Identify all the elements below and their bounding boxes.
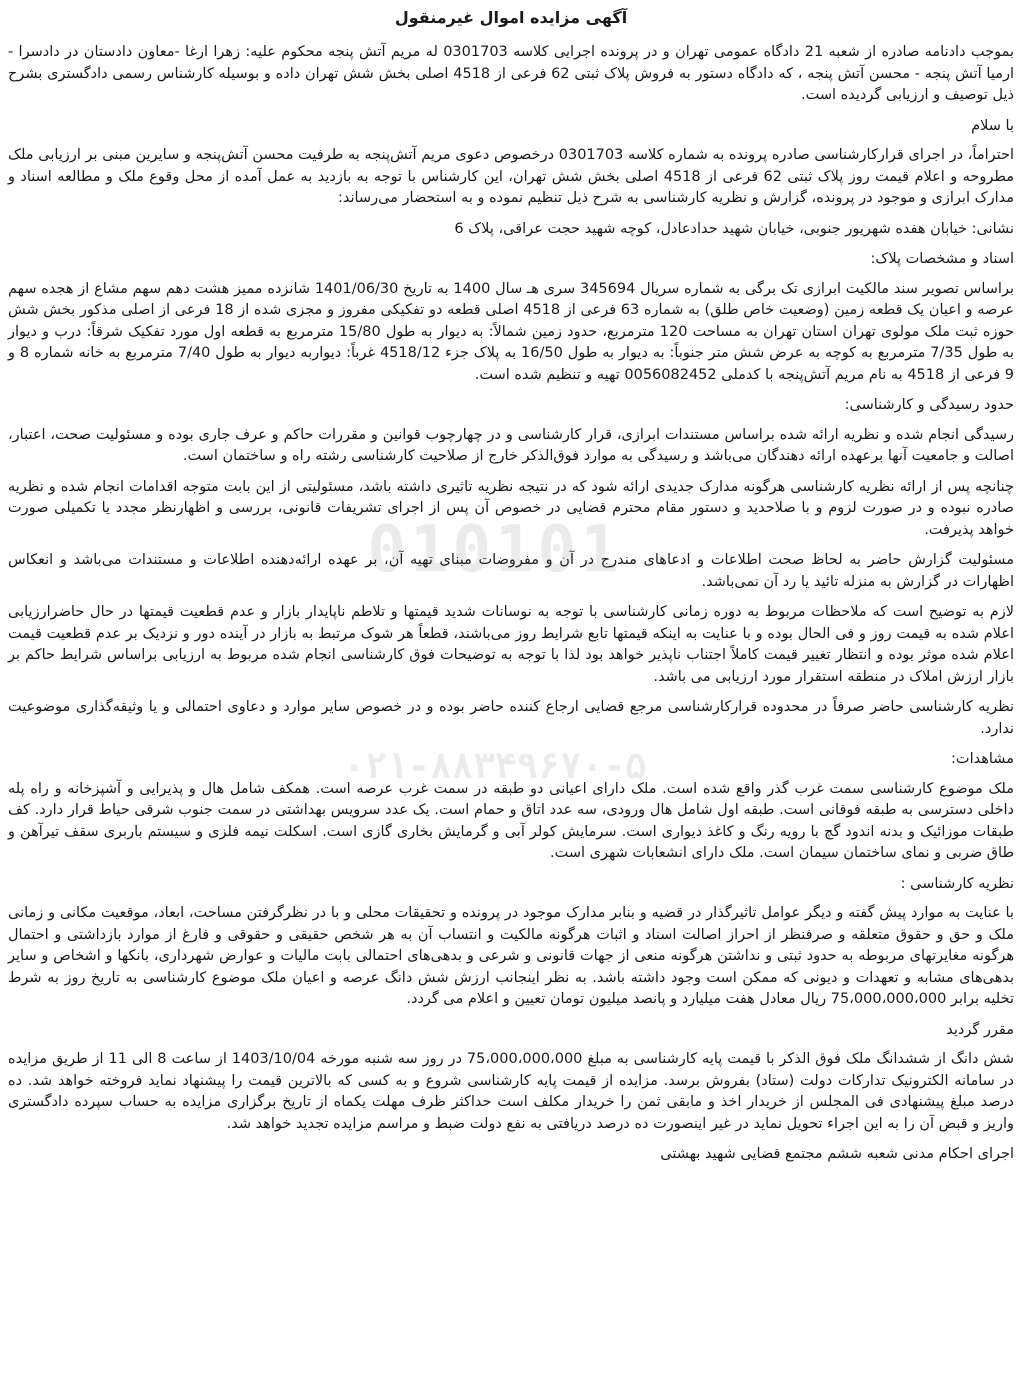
- new-documents-paragraph: چنانچه پس از ارائه نظریه کارشناسی هرگونه مدارک جدیدی ارائه شود که در نتیجه نظریه تاثیری داشته باشد، مسئولیتی از این بابت متوجه اقدامات انجام شده و نظریه صادره نبوده و در صورت لزوم و با صلاحدید و دستور مقام محترم قضایی در خصوص آن پس از اجرای تشریفات قانونی، بررسی و اظهارنظر مجدد یا تکمیلی صورت خواهد پذیرفت.: [8, 478, 1014, 538]
- greeting-line: با سلام: [971, 117, 1014, 134]
- opinion-paragraph: با عنایت به موارد پیش گفته و دیگر عوامل تاثیرگذار در قضیه و بنابر مدارک موجود در پرونده و تحقیقات محلی و با در نظرگرفتن مساحت، ابعاد، موقعیت مکانی و زمانی ملک و حق و حقوق متعلقه و صرفنظر از احراز اصالت اسناد و اثبات هرگونه مالکیت و انتساب آن به هر شخص حقیقی و حقوقی و فارغ از موارد بازداشتی و احتمال هرگونه مغایرتهای مربوطه به حدود ثبتی و نداشتن هرگونه منعی از جهات قانونی و شرعی و بدهی‌های احتمالی بابت مالیات و عوارض شهرداری، بانکها و اشخاص و سایر بدهی‌های مشابه و تعهدات و دیونی که ممکن است وجود داشته باشد. به نظر اینجانب ارزش شش دانگ عرصه و اعیان ملک موضوع کارشناسی به تاریخ روز به شرط تخلیه برابر 75،000،000،000 ریال معادل هفت میلیارد و پانصد میلیون تومان تعیین و اعلام می گردد.: [8, 905, 1014, 1007]
- decision-heading: مقرر گردید: [946, 1021, 1014, 1038]
- signature-line: اجرای احکام مدنی شعبه ششم مجتمع قضایی شهید بهشتی: [660, 1146, 1014, 1162]
- watermark-number: 010101: [367, 513, 623, 587]
- authority-paragraph: نظریه کارشناسی حاضر صرفاً در محدوده قرارکارشناسی مرجع قضایی ارجاع کننده حاضر بوده و در خصوص سایر موارد و دعاوی احتمالی و یا وثیقه‌گذاری موضوعیت ندارد.: [8, 699, 1014, 737]
- observations-paragraph: ملک موضوع کارشناسی سمت غرب گذر واقع شده است. ملک دارای اعیانی دو طبقه در سمت غرب عرصه است. همکف شامل هال و پذیرایی و آشپزخانه و راه پله داخلی دسترسی به طبقه فوقانی است. طبقه اول شامل هال ورودی، سه عدد اتاق و حمام است. یک عدد سرویس بهداشتی در سمت جنوب شرقی حیاط قرار دارد. کف طبقات موزائیک و بدنه اندود گچ با رویه رنگ و کاغذ دیواری است. سرمایش کولر آبی و گرمایش بخاری گازی است. اسکلت نیمه فلزی و سیستم باربری سقف تیرآهن و طاق ضربی و نمای ساختمان سیمان است. ملک دارای انشعابات شهری است.: [8, 780, 1014, 861]
- responsibility-paragraph: مسئولیت گزارش حاضر به لحاظ صحت اطلاعات و ادعاهای مندرج در آن و مفروضات مبنای تهیه آن، بر عهده ارائه‌دهنده اطلاعات و مستندات می‌باشد و انعکاس اظهارات در گزارش به منزله تائید یا رد آن نمی‌باشد.: [8, 552, 1014, 590]
- scope-paragraph: رسیدگی انجام شده و نظریه ارائه شده براساس مستندات ابرازی، قرار کارشناسی و در چهارچوب قوانین و مقررات حاکم و عرف جاری بوده و مسئولیت صحت، اعتبار، اصالت و جامعیت آنها برعهده ارائه دهندگان می‌باشد و رسیدگی به موارد فوق‌الذکر خارج از صلاحیت کارشناسی رشته راه و ساختمان است.: [8, 426, 1014, 464]
- address-line: نشانی: خیابان هفده شهریور جنوبی، خیابان شهید حدادعادل، کوچه شهید حجت عراقی، پلاک 6: [454, 220, 1014, 237]
- observations-heading: مشاهدات:: [951, 751, 1014, 767]
- scope-heading: حدود رسیدگی و کارشناسی:: [844, 397, 1014, 413]
- intro-paragraph: بموجب دادنامه صادره از شعبه 21 دادگاه عمومی تهران و در پرونده اجرایی کلاسه 0301703 له مریم آتش پنجه محکوم علیه: زهرا ارغا -معاون دادستان در دادسرا - ارمیا آتش پنجه - محسن آتش پنجه ، که دادگاه دستور به فروش پلاک ثبتی 62 فرعی از 4518 اصلی بخش شش تهران داده و بوسیله کارشناس رسمی دادگستری بشرح ذیل توصیف و ارزیابی گردیده است.: [8, 44, 1014, 103]
- decision-paragraph: شش دانگ از ششدانگ ملک فوق الذکر با قیمت پایه کارشناسی به مبلغ 75،000،000،000 در روز سه شنبه مورخه 1403/10/04 از ساعت 8 الی 11 از طریق مزایده در سامانه الکترونیک تدارکات دولت (ستاد) بفروش برسد. مزایده از قیمت پایه کارشناسی شروع و به کسی که بالاترین قیمت را پیشنهاد نماید فروخته خواهد شد. ده درصد مبلغ پیشنهادی فی المجلس از خریدار اخذ و مابقی ثمن را خریدار مکلف است حداکثر ظرف مهلت یکماه از تاریخ برگزاری مزایده به حساب سپرده دادگستری واریز و قبض آن را به این اجراء تحویل نماید در غیر اینصورت ده درصد دریافتی به نفع دولت ضبط و مراسم مزایده تجدید خواهد شد.: [8, 1051, 1014, 1132]
- documents-heading: اسناد و مشخصات پلاک:: [870, 251, 1014, 267]
- respect-paragraph: احتراماً، در اجرای قرارکارشناسی صادره پرونده به شماره کلاسه 0301703 درخصوص دعوی مریم آتش‌پنجه به طرفیت محسن آتش‌پنجه و سایرین مبنی بر ارزیابی ملک مطروحه و اعلام قیمت روز پلاک ثبتی 62 فرعی از 4518 اصلی بخش شش تهران، این کارشناس با توجه به بازدید به عمل آمده از محل وقوع ملک و مطالعه اسناد و مدارک ابرازی و موجود در پرونده، گزارش و نظریه کارشناسی به شرح ذیل تنظیم نموده و به استحضار می‌رساند:: [8, 147, 1015, 206]
- documents-paragraph: براساس تصویر سند مالکیت ابرازی تک برگی به شماره سریال 345694 سری هـ سال 1400 به تاریخ 1401/06/30 شانزده ممیز هشت دهم سهم مشاع از هجده سهم عرصه و اعیان یک قطعه زمین (وضعیت خاص طلق) به شماره 63 فرعی از 4518 اصلی قطعه دو تفکیکی مفروز و مجزی شده از 18 فرعی از اصلی مذکور بخش شش حوزه ثبت ملک مولوی تهران استان تهران به مساحت 120 مترمربع، حدود زمین شمالاً: به دیوار به طول 15/80 مترمربع به قطعه اول مورد تفکیک شرقاً: درب و دیوار به طول 7/35 مترمربع به کوچه به عرض شش متر جنوباً: به دیوار به طول 16/50 به پلاک جزء 4518/12 غرباً: دیواربه دیوار به طول 7/40 مترمربع به خانه شماره 8 و 9 فرعی از 4518 به نام مریم آتش‌پنجه با کدملی 0056082452 تهیه و تنظیم شده است.: [8, 280, 1014, 383]
- prices-paragraph: لازم به توضیح است که ملاحظات مربوط به دوره زمانی کارشناسی با توجه به نوسانات شدید قیمتها و تلاطم ناپایدار بازار و عدم قطعیت قیمتها در حال حاضرارزیابی اعلام شده به قیمت روز و فی الحال بوده و با عنایت به اینکه قیمتها تابع شرایط روز می‌باشند، قطعاً هر شوک مرتبط به بازار در آینده دور و نزدیک بر عدم قطعیت قیمت اعلام شده موثر بوده و انتظار تغییر قیمت کاملاً اجتناب ناپذیر خواهد بود لذا با توجه به توضیحات فوق کارشناسی انجام شده مربوط به ارزیابی براساس شرایط حاکم بر بازار ارزش املاک در منطقه استقرار مورد ارزیابی می باشد.: [8, 604, 1014, 685]
- notice-title: آگهی مزایده اموال غیرمنقول: [394, 8, 628, 27]
- opinion-heading: نظریه کارشناسی :: [900, 875, 1014, 892]
- watermark-phone: ۰۲۱-۸۸۳۴۹۶۷۰-۵: [343, 746, 647, 787]
